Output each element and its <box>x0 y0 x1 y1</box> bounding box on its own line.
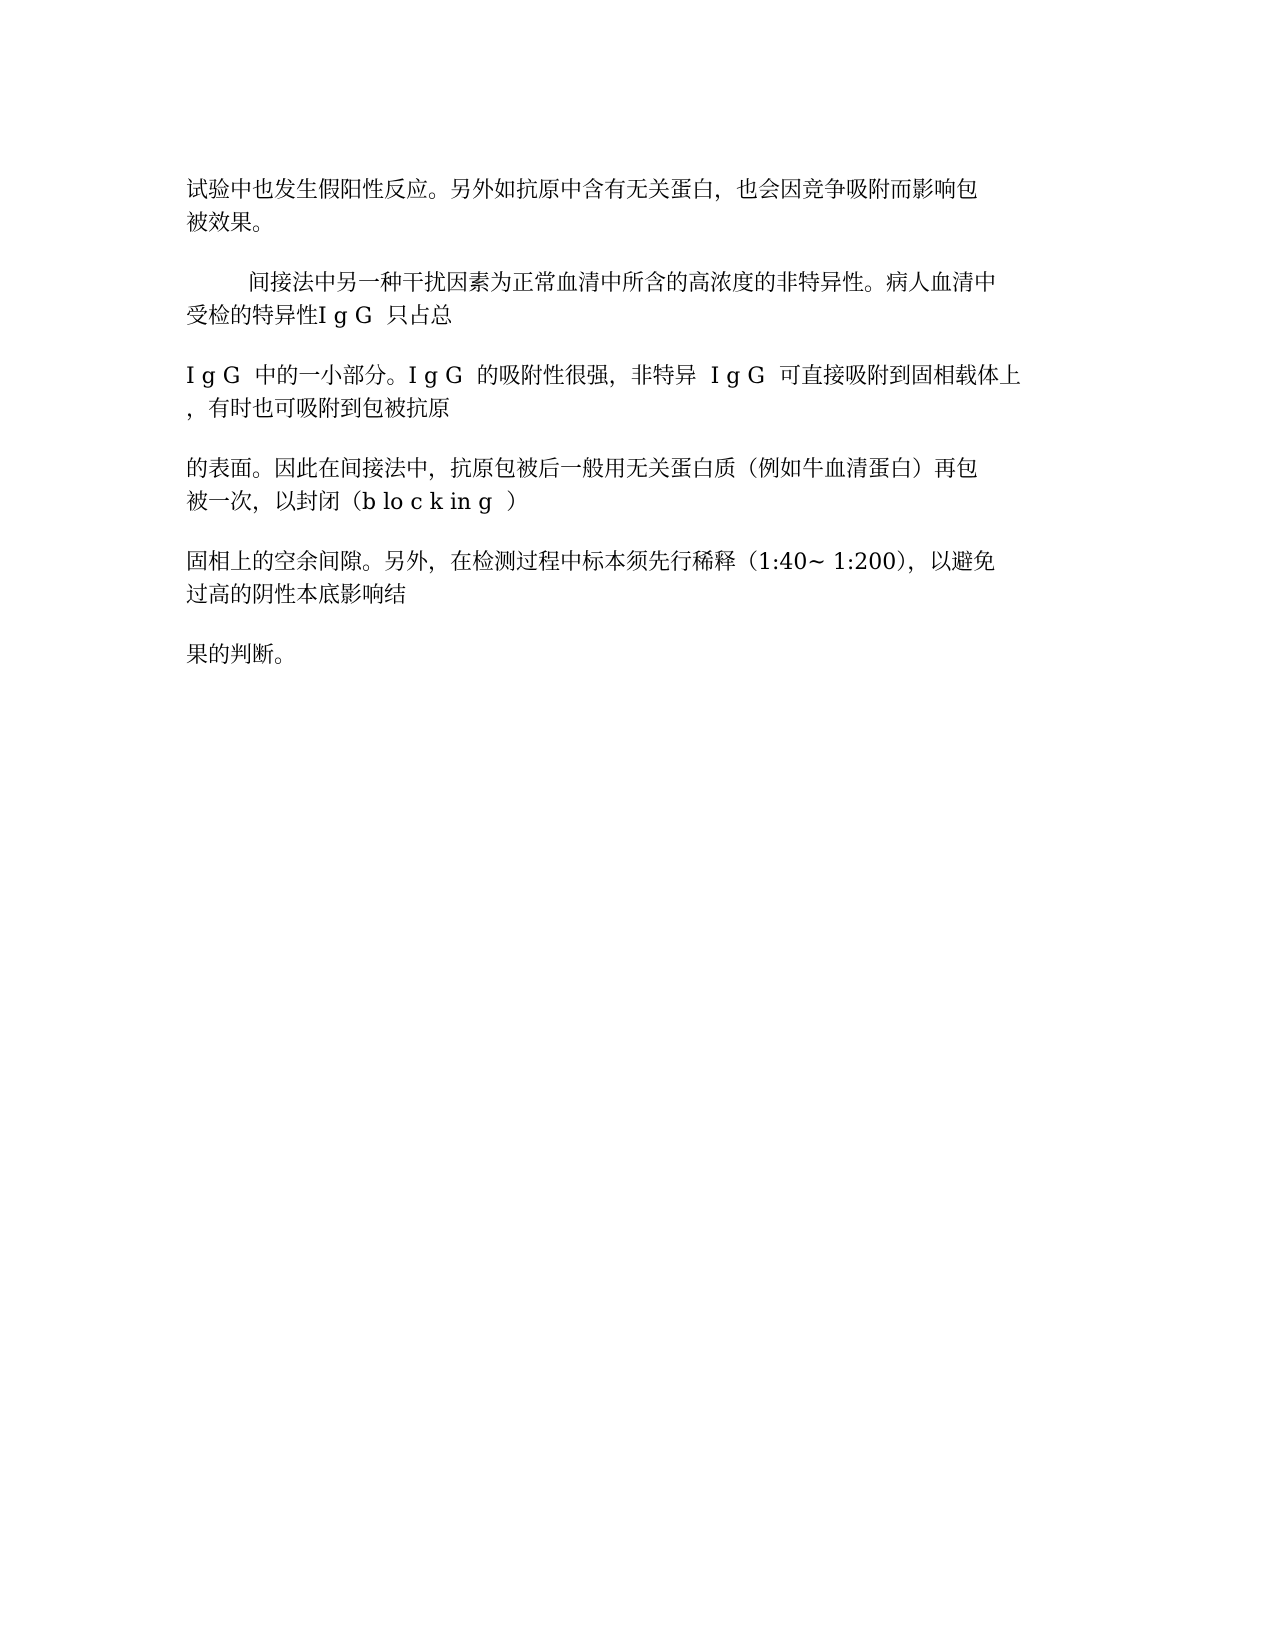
text-line: 固相上的空余间隙。另外，在检测过程中标本须先行稀释（1:40~ 1:200），以避免 <box>186 550 996 575</box>
paragraph <box>186 546 1086 612</box>
text-line: 果的判断。 <box>186 643 297 668</box>
document-body <box>186 174 1086 672</box>
paragraph <box>186 360 1086 426</box>
text-line: 被一次，以封闭（b lo c k in g ） <box>186 490 529 515</box>
text-line: I g G 中的一小部分。I g G 的吸附性很强，非特异 I g G 可直接吸附到固相载体上 <box>186 364 1021 389</box>
paragraph <box>186 267 1086 333</box>
text-line: 过高的阴性本底影响结 <box>186 583 407 608</box>
text-line: 试验中也发生假阳性反应。另外如抗原中含有无关蛋白，也会因竞争吸附而影响包 <box>186 178 979 203</box>
paragraph <box>186 639 1086 672</box>
text-line: 的表面。因此在间接法中，抗原包被后一般用无关蛋白质（例如牛血清蛋白）再包 <box>186 457 979 482</box>
paragraph <box>186 174 1086 240</box>
text-line: ，有时也可吸附到包被抗原 <box>186 397 451 422</box>
text-line: 被效果。 <box>186 211 275 236</box>
paragraph <box>186 453 1086 519</box>
text-line: 受检的特异性I g G 只占总 <box>186 304 453 329</box>
text-line: 间接法中另一种干扰因素为正常血清中所含的高浓度的非特异性。病人血清中 <box>248 271 997 296</box>
